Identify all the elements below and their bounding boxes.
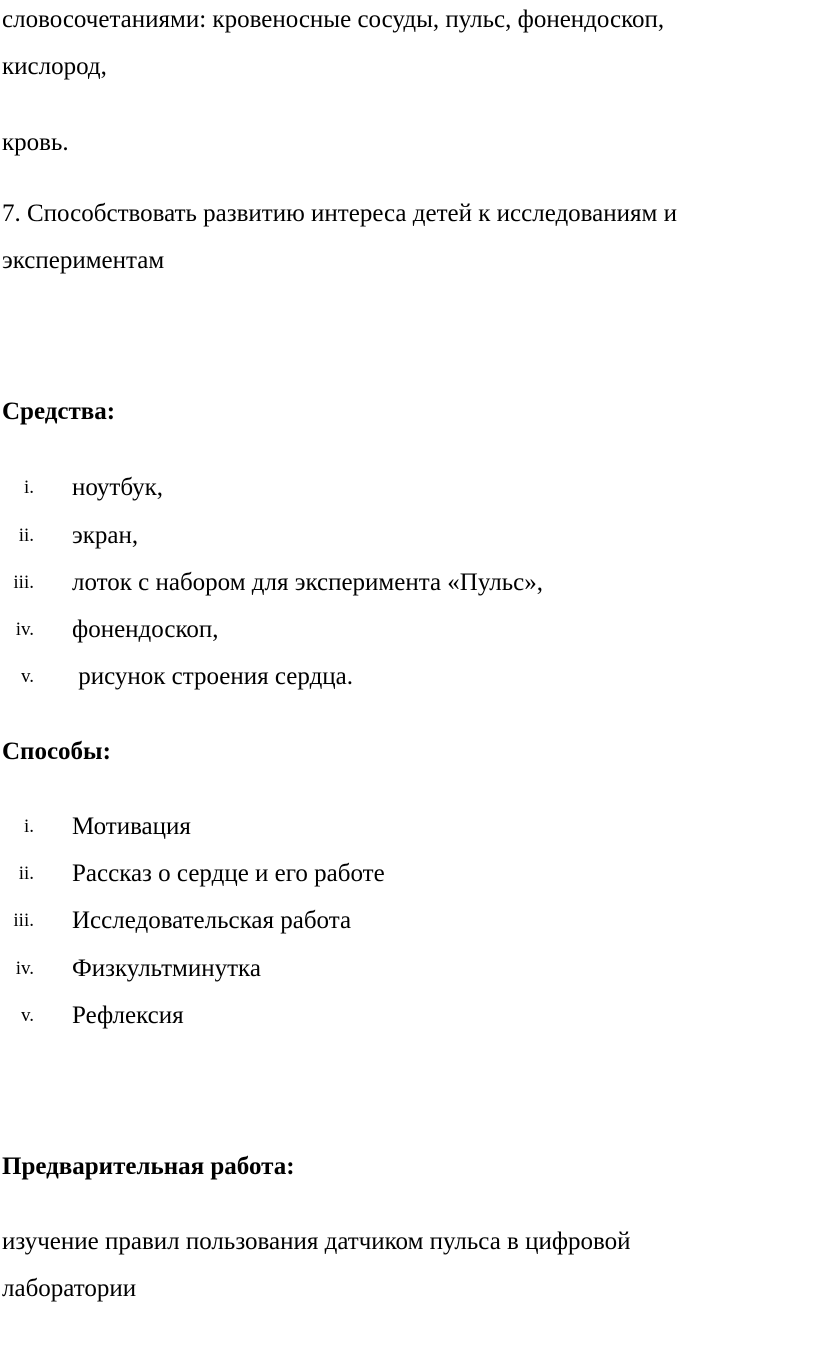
- list-item-number: iv.: [15, 619, 34, 640]
- list-item: [0, 812, 816, 842]
- list-item-number: iv.: [15, 958, 34, 979]
- list-item-number: iii.: [13, 910, 34, 931]
- list-item: [0, 568, 816, 598]
- goal-7-line-1: 7. Способствовать развитию интереса детей к исследованиям и: [2, 200, 677, 227]
- list-item: [0, 906, 816, 936]
- list-item-number: v.: [20, 666, 34, 687]
- list-item-number: iii.: [13, 572, 34, 593]
- intro-line-3: кровь.: [2, 129, 69, 156]
- list-item: [0, 954, 816, 984]
- list-item-text: Рассказ о сердце и его работе: [72, 860, 385, 887]
- list-item: [0, 615, 816, 645]
- list-item-number: v.: [20, 1005, 34, 1026]
- sposoby-heading: Способы:: [2, 738, 111, 765]
- goal-7-line-2: экспериментам: [2, 247, 165, 274]
- list-item-text: лоток с набором для эксперимента «Пульс»,: [72, 569, 543, 596]
- list-item: [0, 1001, 816, 1031]
- intro-line-2: кислород,: [2, 53, 107, 80]
- list-item-text: Физкультминутка: [72, 955, 261, 982]
- list-item-number: ii.: [18, 863, 34, 884]
- list-item: [0, 859, 816, 889]
- list-item-text: ноутбук,: [72, 474, 164, 501]
- list-item-text: фонендоскоп,: [72, 616, 219, 643]
- prep-heading: Предварительная работа:: [2, 1153, 295, 1180]
- list-item: [0, 662, 816, 692]
- list-item: [0, 521, 816, 551]
- prep-line-1: изучение правил пользования датчиком пульса в цифровой: [2, 1228, 631, 1255]
- list-item: [0, 473, 816, 503]
- list-item-text: Исследовательская работа: [72, 907, 352, 934]
- intro-line-1: словосочетаниями: кровеносные сосуды, пульс, фонендоскоп,: [2, 6, 665, 33]
- prep-line-2: лаборатории: [2, 1275, 137, 1302]
- list-item-number: i.: [23, 816, 34, 837]
- sredstva-heading: Средства:: [2, 398, 116, 425]
- list-item-text: экран,: [72, 522, 139, 549]
- list-item-text: Мотивация: [72, 813, 191, 840]
- list-item-text: Рефлексия: [72, 1002, 184, 1029]
- list-item-number: i.: [23, 477, 34, 498]
- list-item-number: ii.: [18, 525, 34, 546]
- list-item-text: рисунок строения сердца.: [72, 663, 354, 690]
